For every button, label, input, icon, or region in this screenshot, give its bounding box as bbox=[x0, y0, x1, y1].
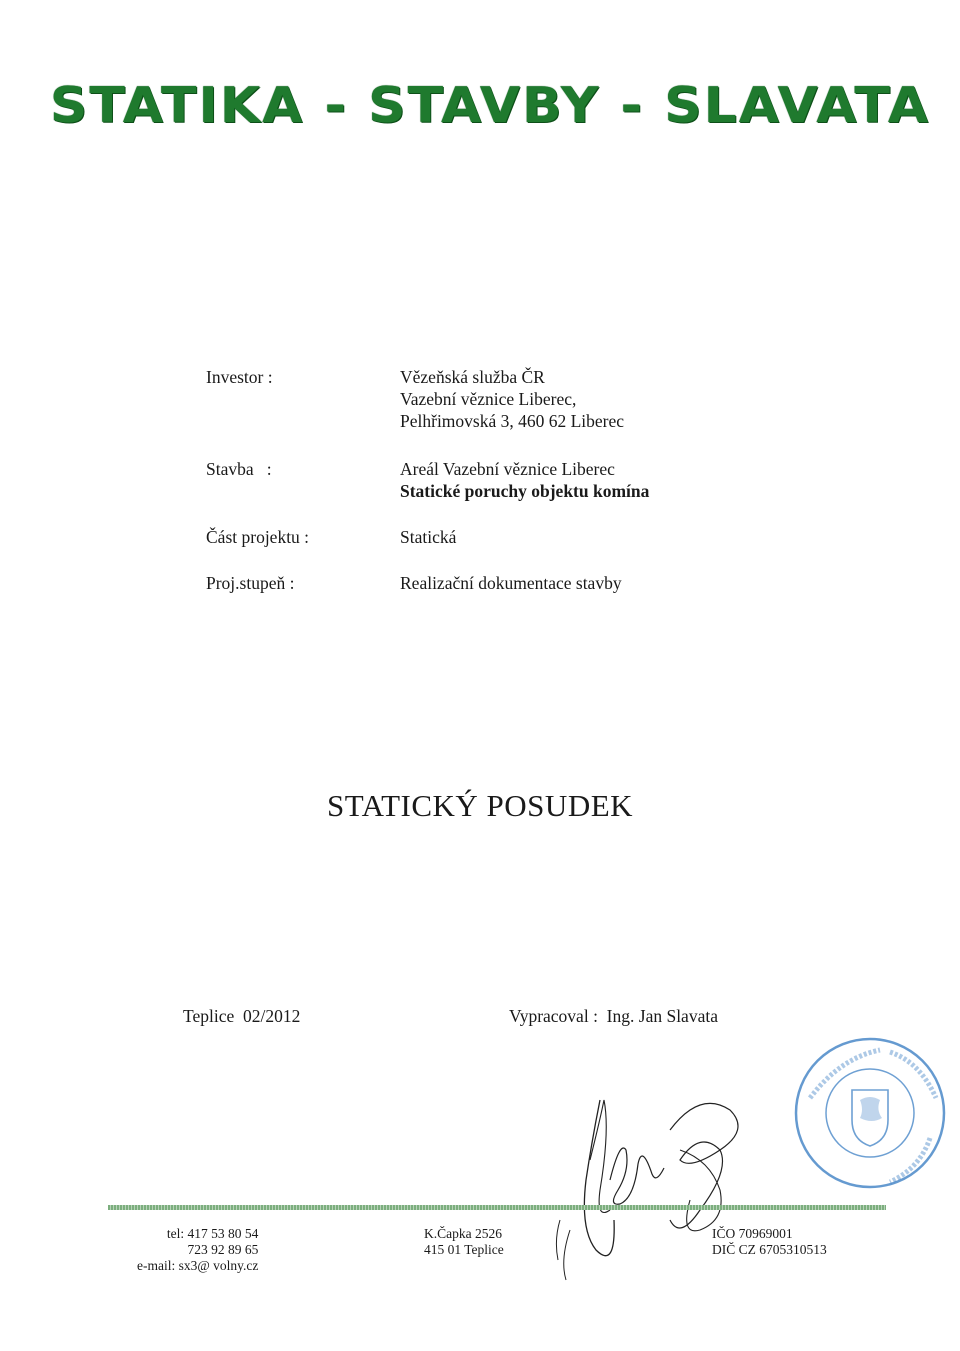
investor-value bbox=[400, 366, 624, 432]
signature bbox=[530, 1090, 770, 1290]
phone-line: 723 92 89 65 bbox=[187, 1242, 259, 1257]
stupen-label: Proj.stupeň : bbox=[206, 573, 295, 593]
investor-line: Pelhřimovská 3, 460 62 Liberec bbox=[400, 411, 625, 431]
prepared-by: Vypracoval : Ing. Jan Slavata bbox=[509, 1006, 718, 1026]
email-line: e-mail: sx3@ volny.cz bbox=[137, 1258, 259, 1273]
contact-ids bbox=[712, 1226, 827, 1258]
investor-label: Investor : bbox=[206, 367, 273, 387]
stupen-value: Realizační dokumentace stavby bbox=[400, 573, 622, 593]
address-line: K.Čapka 2526 bbox=[424, 1226, 502, 1241]
letterhead-title: STATIKA - STAVBY - SLAVATA bbox=[49, 77, 931, 135]
investor-line: Vazební věznice Liberec, bbox=[400, 389, 577, 409]
authorization-stamp bbox=[790, 1028, 950, 1198]
investor-line: Vězeňská služba ČR bbox=[400, 367, 545, 387]
footer-separator bbox=[108, 1205, 886, 1210]
stavba-line: Statické poruchy objektu komína bbox=[400, 481, 650, 501]
stavba-value bbox=[400, 458, 649, 502]
dic-line: DIČ CZ 6705310513 bbox=[712, 1242, 827, 1257]
stavba-label: Stavba : bbox=[206, 459, 272, 479]
address-line: 415 01 Teplice bbox=[424, 1242, 504, 1257]
cast-label: Část projektu : bbox=[206, 527, 310, 547]
letterhead-banner bbox=[49, 77, 931, 135]
contact-address bbox=[424, 1226, 504, 1258]
place-date: Teplice 02/2012 bbox=[183, 1006, 301, 1026]
stavba-line: Areál Vazební věznice Liberec bbox=[400, 459, 615, 479]
phone-line: tel: 417 53 80 54 bbox=[166, 1226, 259, 1241]
document-title: STATICKÝ POSUDEK bbox=[326, 788, 634, 823]
cast-value: Statická bbox=[400, 527, 457, 547]
ico-line: IČO 70969001 bbox=[712, 1226, 793, 1241]
contact-phones bbox=[137, 1226, 258, 1274]
